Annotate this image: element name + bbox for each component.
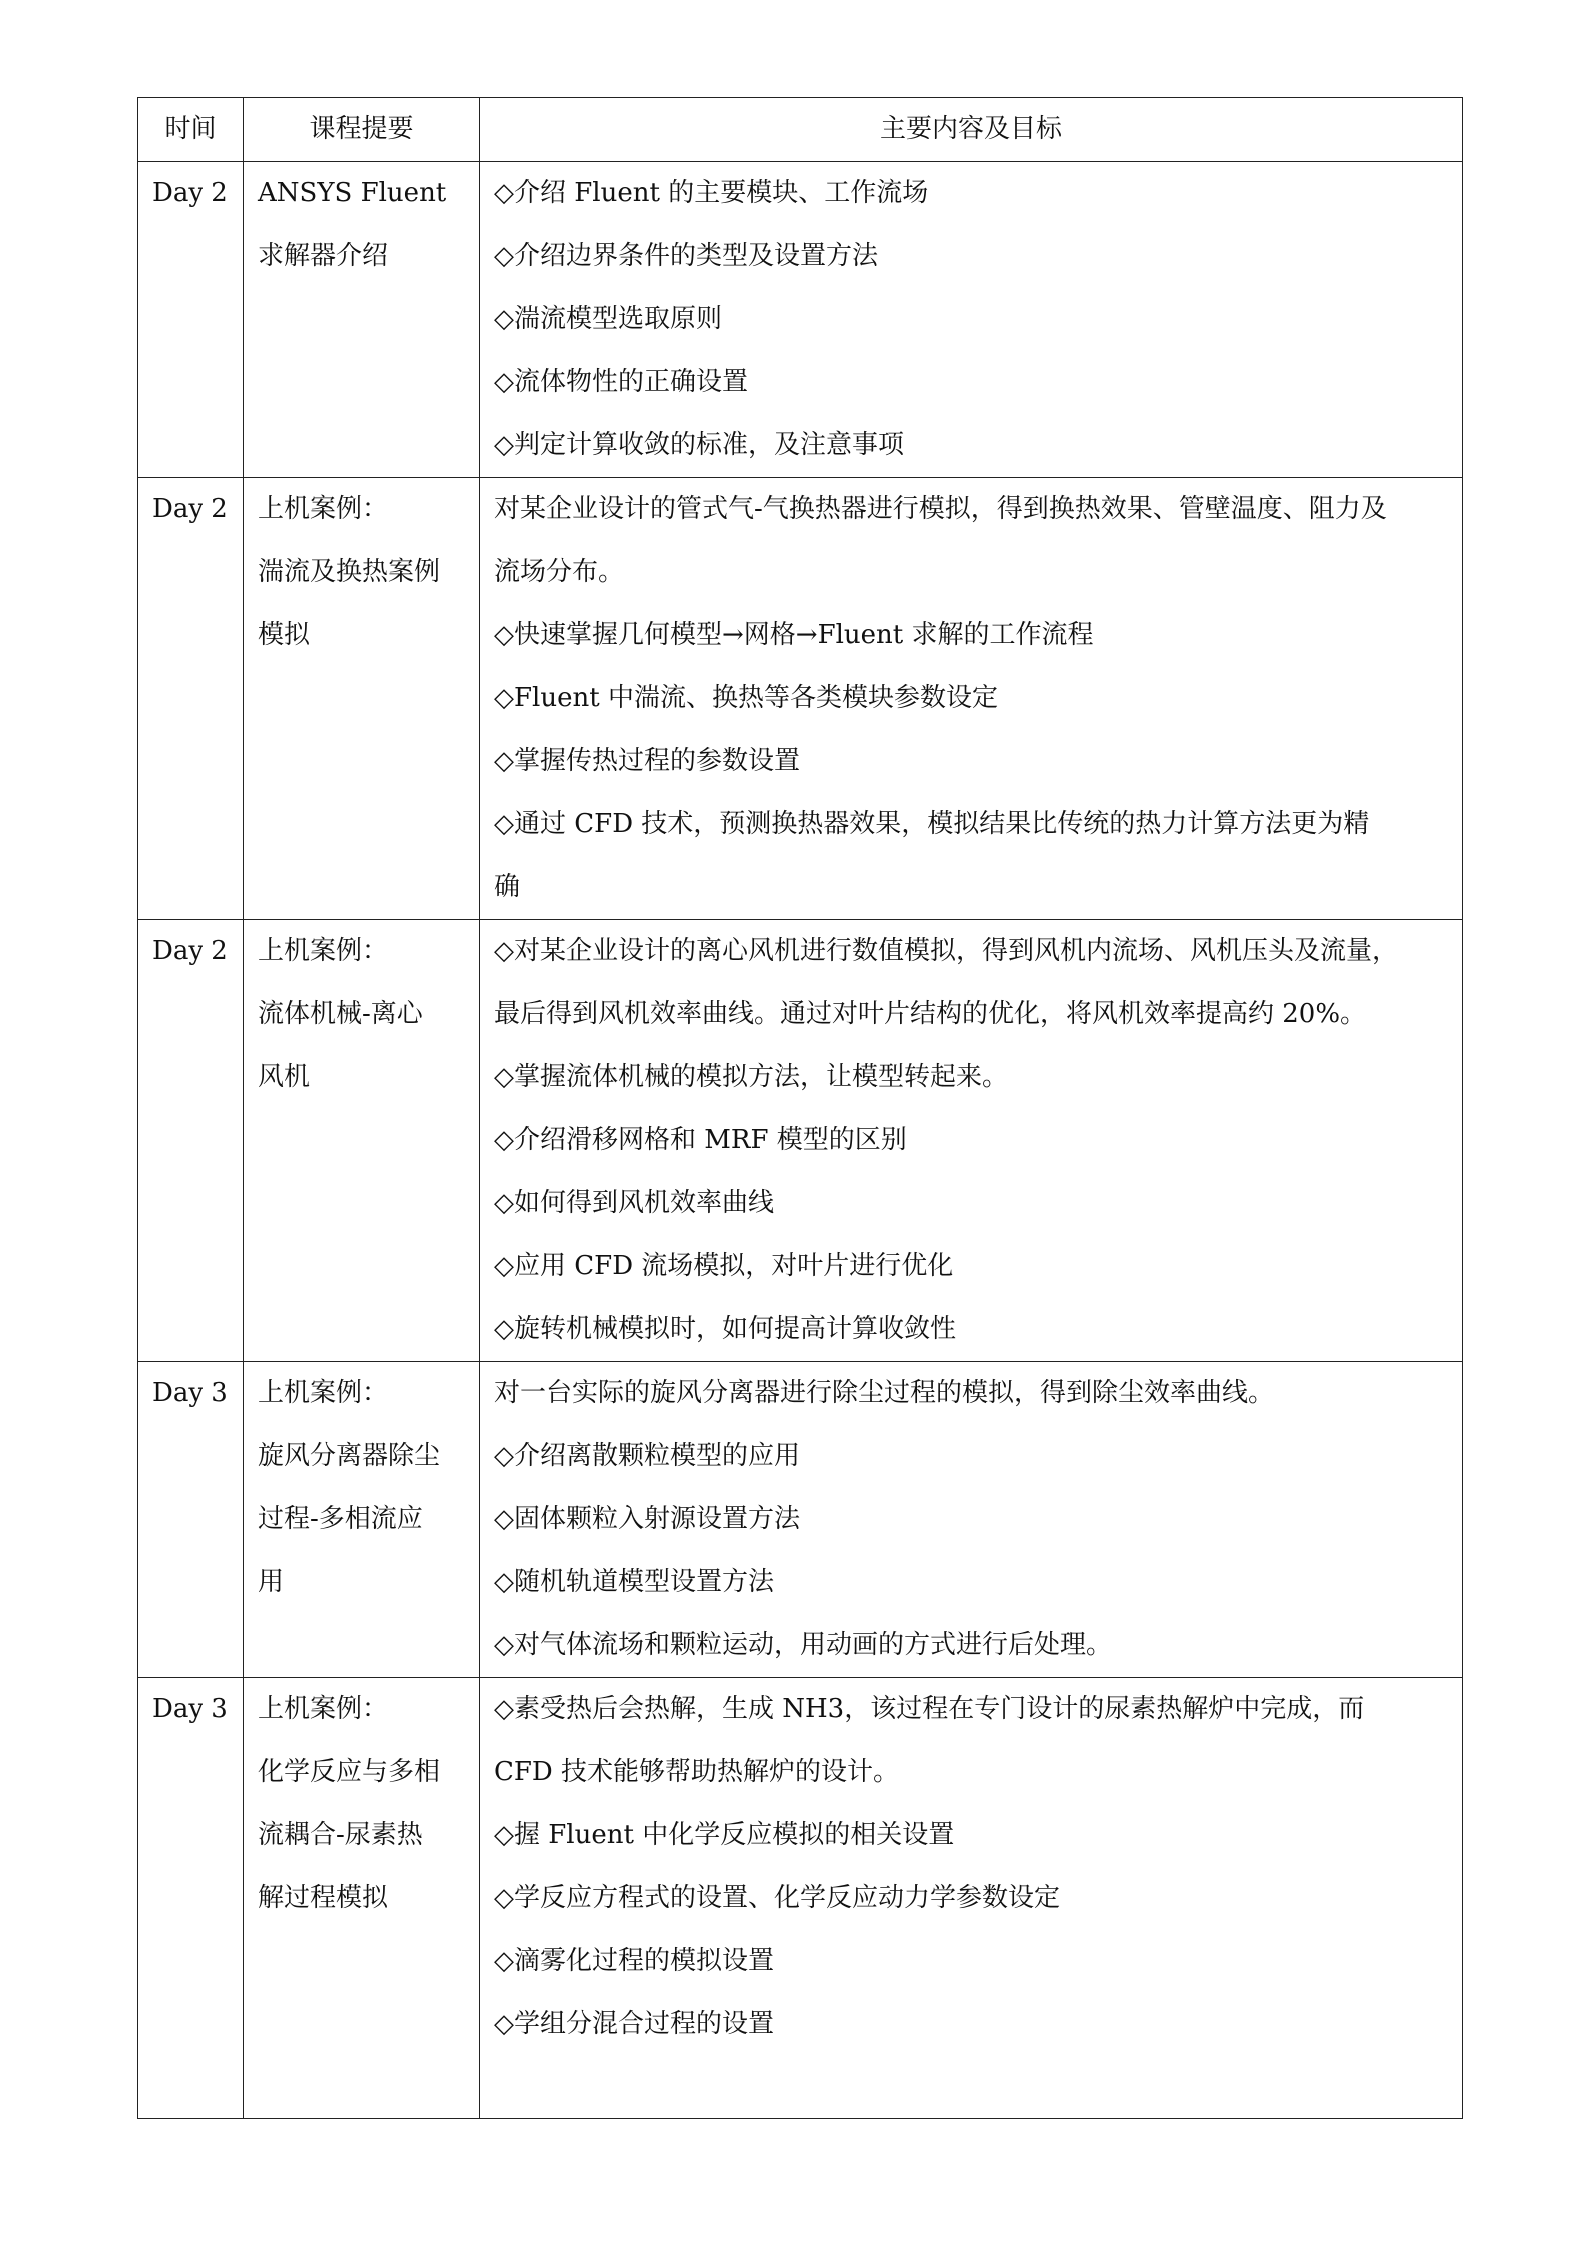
cell-content: [480, 1362, 1463, 1678]
cell-course: [244, 478, 480, 920]
content-line: 流场分布。: [494, 557, 625, 587]
course-line: 求解器介绍: [258, 241, 389, 271]
content-line: ◇对某企业设计的离心风机进行数值模拟，得到风机内流场、风机压头及流量，: [494, 936, 1398, 966]
table-row: [138, 162, 1463, 478]
cell-course: [244, 920, 480, 1362]
content-line: 最后得到风机效率曲线。通过对叶片结构的优化，将风机效率提高约 20%。: [494, 999, 1367, 1029]
course-line: 过程-多相流应: [258, 1504, 423, 1534]
content-line: ◇介绍离散颗粒模型的应用: [494, 1441, 800, 1471]
cell-time: Day 3: [138, 1678, 244, 2119]
content-line: ◇通过 CFD 技术，预测换热器效果，模拟结果比传统的热力计算方法更为精: [494, 809, 1370, 839]
table-header-row: [138, 98, 1463, 162]
content-line: ◇湍流模型选取原则: [494, 304, 722, 334]
cell-course: [244, 1362, 480, 1678]
content-line: 对某企业设计的管式气-气换热器进行模拟，得到换热效果、管壁温度、阻力及: [494, 494, 1387, 524]
cell-content: [480, 162, 1463, 478]
header-course: 课程提要: [244, 98, 480, 162]
content-line: ◇Fluent 中湍流、换热等各类模块参数设定: [494, 683, 998, 713]
content-line: ◇掌握传热过程的参数设置: [494, 746, 800, 776]
course-line: 上机案例：: [258, 494, 389, 524]
course-line: ANSYS Fluent: [258, 178, 447, 208]
cell-course: [244, 1678, 480, 2119]
content-line: ◇介绍 Fluent 的主要模块、工作流场: [494, 178, 929, 208]
content-line: ◇素受热后会热解，生成 NH3，该过程在专门设计的尿素热解炉中完成，而: [494, 1694, 1365, 1724]
table-row: [138, 1678, 1463, 2119]
course-line: 湍流及换热案例: [258, 557, 441, 587]
content-line: ◇握 Fluent 中化学反应模拟的相关设置: [494, 1820, 955, 1850]
content-line: ◇学反应方程式的设置、化学反应动力学参数设定: [494, 1883, 1060, 1913]
cell-time: Day 2: [138, 920, 244, 1362]
content-line: ◇如何得到风机效率曲线: [494, 1188, 774, 1218]
cell-content: [480, 1678, 1463, 2119]
content-line: ◇学组分混合过程的设置: [494, 2009, 774, 2039]
content-line: ◇旋转机械模拟时，如何提高计算收敛性: [494, 1314, 956, 1344]
course-line: 模拟: [258, 620, 311, 650]
header-content: 主要内容及目标: [480, 98, 1463, 162]
content-line: ◇掌握流体机械的模拟方法，让模型转起来。: [494, 1062, 1008, 1092]
content-line: ◇快速掌握几何模型→网格→Fluent 求解的工作流程: [494, 620, 1094, 650]
content-line: ◇介绍滑移网格和 MRF 模型的区别: [494, 1125, 907, 1155]
table-row: [138, 920, 1463, 1362]
content-line: ◇判定计算收敛的标准，及注意事项: [494, 430, 904, 460]
course-line: 上机案例：: [258, 936, 389, 966]
course-line: 化学反应与多相: [258, 1757, 441, 1787]
course-line: 用: [258, 1567, 285, 1597]
content-line: 对一台实际的旋风分离器进行除尘过程的模拟，得到除尘效率曲线。: [494, 1378, 1275, 1408]
course-schedule-table: [137, 97, 1463, 2119]
course-line: 上机案例：: [258, 1378, 389, 1408]
course-line: 流体机械-离心: [258, 999, 423, 1029]
cell-time: Day 3: [138, 1362, 244, 1678]
course-line: 风机: [258, 1062, 311, 1092]
course-line: 解过程模拟: [258, 1883, 389, 1913]
content-line: ◇对气体流场和颗粒运动，用动画的方式进行后处理。: [494, 1630, 1112, 1660]
course-line: 上机案例：: [258, 1694, 389, 1724]
content-line: ◇滴雾化过程的模拟设置: [494, 1946, 774, 1976]
content-line: CFD 技术能够帮助热解炉的设计。: [494, 1757, 900, 1787]
course-line: 流耦合-尿素热: [258, 1820, 423, 1850]
content-line: ◇应用 CFD 流场模拟，对叶片进行优化: [494, 1251, 954, 1281]
table-row: [138, 1362, 1463, 1678]
content-line: ◇介绍边界条件的类型及设置方法: [494, 241, 878, 271]
content-line: ◇流体物性的正确设置: [494, 367, 748, 397]
content-line: 确: [494, 872, 521, 902]
cell-content: [480, 478, 1463, 920]
header-time: 时间: [138, 98, 244, 162]
content-line: ◇固体颗粒入射源设置方法: [494, 1504, 800, 1534]
cell-time: Day 2: [138, 478, 244, 920]
content-line: ◇随机轨道模型设置方法: [494, 1567, 774, 1597]
cell-time: Day 2: [138, 162, 244, 478]
cell-content: [480, 920, 1463, 1362]
cell-course: [244, 162, 480, 478]
course-line: 旋风分离器除尘: [258, 1441, 441, 1471]
table-row: [138, 478, 1463, 920]
